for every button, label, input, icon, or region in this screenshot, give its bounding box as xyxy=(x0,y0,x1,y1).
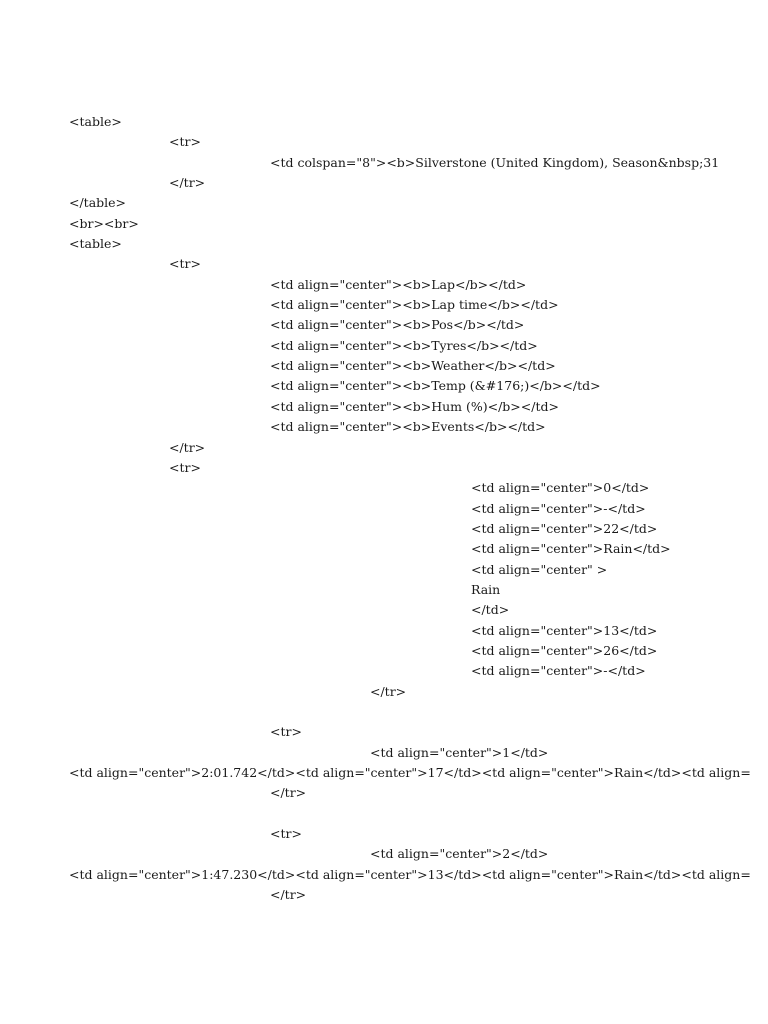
document-line: <td align="center">0</td> xyxy=(471,480,650,496)
document-line: <tr> xyxy=(270,724,302,740)
document-line: <td align="center"><b>Temp (&#176;)</b></td> xyxy=(270,378,601,394)
document-line: <td align="center">2</td> xyxy=(370,846,549,862)
document-line: <td align="center"><b>Hum (%)</b></td> xyxy=(270,398,559,414)
document-line: <td align="center">26</td> xyxy=(471,642,658,658)
document-line: <td align="center"><b>Weather</b></td> xyxy=(270,358,556,374)
document-line: <td align="center"><b>Events</b></td> xyxy=(270,419,546,435)
document-line: <td align="center">1:47.230</td><td align="center">13</td><td align="center">Rain</td><td align= xyxy=(69,866,751,882)
document-line: <tr> xyxy=(169,256,201,272)
document-line xyxy=(69,804,671,824)
document-line: <td align="center">Rain</td> xyxy=(471,541,671,557)
document-line: </tr> xyxy=(169,439,206,455)
document-line: <td align="center">1</td> xyxy=(370,744,549,760)
document-line: <table> xyxy=(69,114,122,129)
document-line: </td> xyxy=(471,602,510,618)
document-line: <td colspan="8"><b>Silverstone (United Kingdom), Season&nbsp;31 xyxy=(270,154,720,170)
document-line: </tr> xyxy=(169,175,206,191)
document-line: <td align="center"><b>Lap time</b></td> xyxy=(270,297,559,313)
document-line: <td align="center">13</td> xyxy=(471,622,658,638)
document-line: </table> xyxy=(69,195,127,211)
document-line: </tr> xyxy=(270,887,307,903)
document-line: <td align="center"><b>Tyres</b></td> xyxy=(270,337,538,353)
document-line: <br><br> xyxy=(69,215,139,231)
document-line: <tr> xyxy=(270,826,302,842)
document-line: Rain xyxy=(471,581,501,597)
document-line: <td align="center"><b>Pos</b></td> xyxy=(270,317,525,333)
document-line: <td align="center">2:01.742</td><td align="center">17</td><td align="center">Rain</td><td align= xyxy=(69,765,751,780)
document-line: </tr> xyxy=(370,683,407,699)
document-line: <tr> xyxy=(169,459,201,475)
document-line: <td align="center">22</td> xyxy=(471,520,658,536)
document-line: <td align="center">-</td> xyxy=(471,500,646,516)
document-line: <td align="center">-</td> xyxy=(471,663,646,679)
document-line: <table> xyxy=(69,236,122,252)
document-line: </tr> xyxy=(270,785,307,801)
document-line xyxy=(69,702,671,722)
document-body xyxy=(69,112,751,905)
document-line: <td align="center"><b>Lap</b></td> xyxy=(270,276,527,292)
document-line: <tr> xyxy=(169,134,201,150)
document-line: <td align="center" > xyxy=(471,561,608,577)
